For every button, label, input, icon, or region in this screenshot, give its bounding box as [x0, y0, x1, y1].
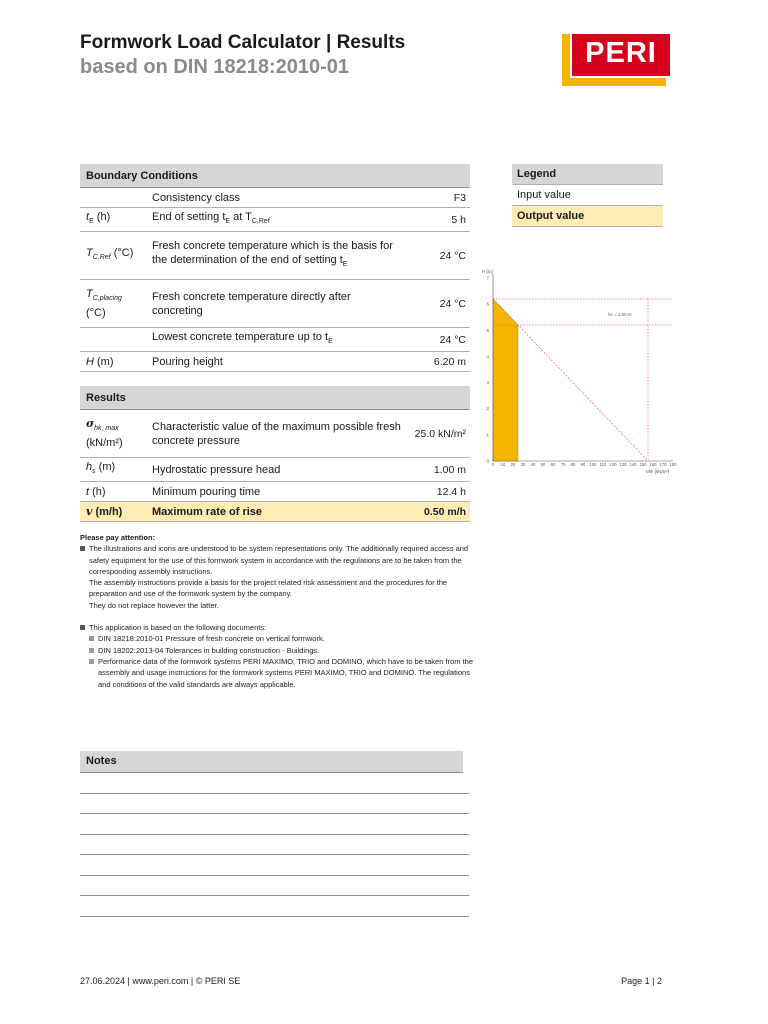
notice-paragraph: They do not replace however the latter.: [89, 600, 219, 610]
x-tick-label: 110: [599, 462, 607, 467]
notice-heading: Please pay attention:: [80, 533, 156, 542]
pressure-chart: [478, 266, 696, 478]
x-tick-label: 50: [540, 462, 546, 467]
row-desc: Characteristic value of the maximum possible fresh concrete pressure: [148, 410, 406, 458]
x-tick-label: 120: [609, 462, 617, 467]
row-symbol: t (h): [80, 482, 148, 502]
note-line: [80, 793, 469, 794]
note-line: [80, 813, 469, 814]
footer-page-number: Page 1 | 2: [621, 976, 662, 986]
x-tick-label: 180: [669, 462, 677, 467]
table-row: [80, 208, 470, 232]
row-symbol: H (m): [80, 352, 148, 372]
note-line: [80, 895, 469, 896]
y-tick-label: 5: [486, 327, 489, 333]
notice-paragraph: The illustrations and icons are understood to be system representations only. The additionally required access and safety equipment for the use of this formwork system in accordance with the regulations are to be taken from the corresponding assembly instructions.: [89, 544, 469, 576]
x-tick-label: 80: [570, 462, 576, 467]
footer-left: 27.06.2024 | www.peri.com | © PERI SE: [80, 976, 241, 986]
table-row: [80, 458, 470, 482]
y-tick-label: 0: [486, 458, 489, 464]
peri-logo: [562, 34, 670, 86]
row-value: 1.00 m: [406, 458, 470, 482]
row-symbol: $h_s$ (m): [80, 458, 148, 482]
legend-input: Input value: [512, 185, 663, 206]
note-line: [80, 834, 469, 835]
table-row: [80, 188, 470, 208]
notes-heading: Notes: [80, 751, 463, 773]
row-value: 24 °C: [406, 232, 470, 280]
results-table: [80, 386, 470, 522]
row-value: 24 °C: [406, 328, 470, 352]
row-value: 5 h: [406, 208, 470, 232]
table-row: [80, 352, 470, 372]
row-desc: Lowest concrete temperature up to $t_E$: [148, 328, 406, 352]
row-desc: Consistency class: [148, 188, 406, 208]
legend-output: Output value: [512, 206, 663, 227]
row-symbol: $T_{C,Ref}$ (°C): [80, 232, 148, 280]
notice-section: [80, 532, 480, 690]
row-symbol: $\sigma_{hk, max}$ (kN/m²): [80, 410, 148, 458]
x-tick-label: 170: [659, 462, 667, 467]
x-tick-label: 70: [560, 462, 566, 467]
logo-accent-vertical: [562, 34, 570, 82]
x-tick-label: 90: [580, 462, 586, 467]
notice-bullet: [80, 543, 480, 611]
y-tick-label: 4: [486, 353, 489, 359]
boundary-heading: Boundary Conditions: [80, 164, 470, 188]
row-symbol: $T_{C,placing}$ (°C): [80, 280, 148, 328]
legend: [512, 164, 663, 227]
row-value: 25.0 kN/m²: [406, 410, 470, 458]
page-subtitle: based on DIN 18218:2010-01: [80, 56, 350, 78]
results-heading: Results: [80, 386, 470, 410]
x-tick-label: 20: [510, 462, 516, 467]
table-row-output: [80, 502, 470, 522]
x-tick-label: 60: [550, 462, 556, 467]
row-symbol: $t_E$ (h): [80, 208, 148, 232]
x-tick-label: 40: [530, 462, 536, 467]
logo-accent-horizontal: [562, 78, 666, 86]
notice-paragraph: The assembly instructions provide a basis for the project related risk assessment and the procedures for the preparation and use of the formwork system by the company.: [89, 578, 448, 599]
hs-annotation: hs = 1.00 m: [608, 311, 632, 317]
x-tick-label: 150: [639, 462, 647, 467]
x-tick-label: 0: [491, 462, 495, 467]
x-tick-label: 130: [619, 462, 627, 467]
row-value: 0.50 m/h: [406, 502, 470, 522]
legend-heading: Legend: [512, 164, 663, 185]
table-row: [80, 328, 470, 352]
y-tick-label: 7: [486, 275, 489, 281]
y-tick-label: 6: [486, 301, 489, 307]
docs-intro: This application is based on the following documents:: [80, 622, 480, 633]
x-tick-label: 100: [589, 462, 597, 467]
doc-item: Performance data of the formwork systems PERI MAXIMO, TRIO and DOMINO, which have to be taken from the assembly and usage instructions for the formwork systems PERI MAXIMO, TRIO and DOMINO. The regulations and conditions of the valid standards are always applicable.: [80, 656, 480, 690]
row-desc: End of setting $t_E$ at $T_{C,Ref}$: [148, 208, 406, 232]
row-desc: Hydrostatic pressure head: [148, 458, 406, 482]
row-value: F3: [406, 188, 470, 208]
table-row: [80, 482, 470, 502]
page-title: Formwork Load Calculator | Results: [80, 32, 406, 53]
table-row: [80, 410, 470, 458]
y-tick-label: 1: [486, 432, 489, 438]
row-value: 6.20 m: [406, 352, 470, 372]
row-value: 24 °C: [406, 280, 470, 328]
row-symbol: v (m/h): [80, 502, 148, 522]
row-desc: Minimum pouring time: [148, 482, 406, 502]
x-tick-label: 160: [649, 462, 657, 467]
y-tick-label: 2: [486, 406, 489, 412]
table-row: [80, 280, 470, 328]
logo-text: PERI: [585, 37, 657, 69]
boundary-conditions-table: [80, 164, 470, 372]
pressure-area: [493, 299, 518, 461]
x-tick-label: 30: [520, 462, 526, 467]
y-tick-label: 3: [486, 380, 489, 386]
x-axis-label: σhk [kN/m²]: [646, 469, 670, 474]
row-desc: Pouring height: [148, 352, 406, 372]
x-tick-label: 140: [629, 462, 637, 467]
table-row: [80, 232, 470, 280]
doc-item: DIN 18202:2013-04 Tolerances in building construction - Buildings.: [80, 645, 480, 656]
row-value: 12.4 h: [406, 482, 470, 502]
row-desc: Fresh concrete temperature directly after concreting: [148, 280, 406, 328]
note-line: [80, 875, 469, 876]
row-desc: Maximum rate of rise: [148, 502, 406, 522]
doc-item: DIN 18218:2010-01 Pressure of fresh concrete on vertical formwork.: [80, 633, 480, 644]
row-desc: Fresh concrete temperature which is the basis for the determination of the end of setting $t_E$: [148, 232, 406, 280]
note-line: [80, 916, 469, 917]
y-axis-label: H [m]: [482, 269, 493, 274]
note-line: [80, 854, 469, 855]
x-tick-label: 10: [500, 462, 506, 467]
